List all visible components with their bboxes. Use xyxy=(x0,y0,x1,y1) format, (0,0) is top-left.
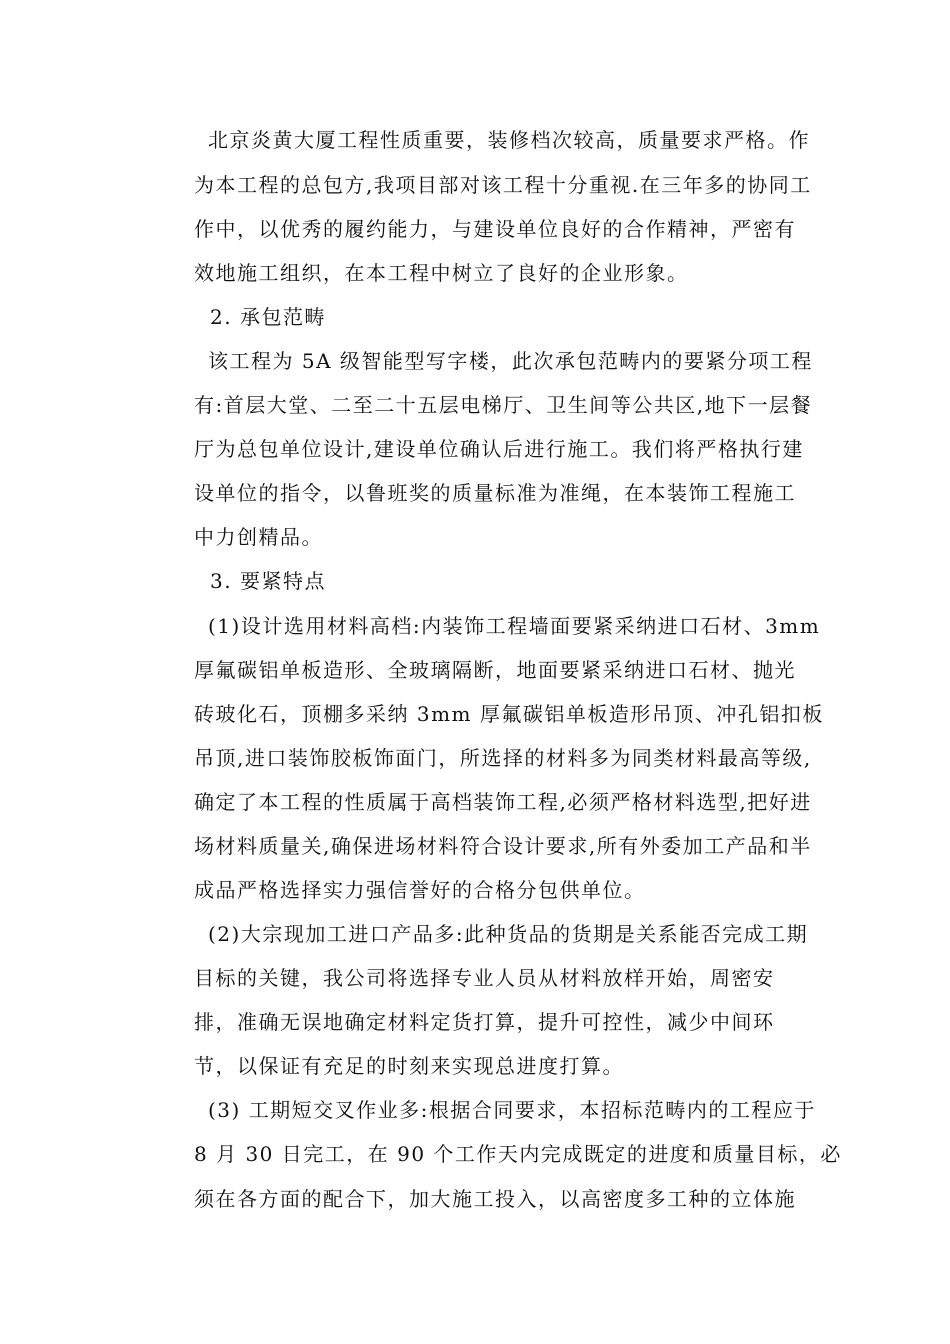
paragraph-line: 砖玻化石，顶棚多采纳 3mm 厚氟碳铝单板造形吊顶、冲孔铝扣板 xyxy=(194,702,824,726)
section-heading: 3. 要紧特点 xyxy=(210,569,326,593)
paragraph-line: 场材料质量关,确保进场材料符合设计要求,所有外委加工产品和半 xyxy=(194,834,812,858)
paragraph-line: 该工程为 5A 级智能型写字楼，此次承包范畴内的要紧分项工程 xyxy=(208,349,813,373)
paragraph-line: 8 月 30 日完工，在 90 个工作天内完成既定的进度和质量目标，必 xyxy=(194,1142,842,1166)
paragraph-line: (1)设计选用材料高档:内装饰工程墙面要紧采纳进口石材、3mm xyxy=(208,614,821,638)
paragraph-line: 目标的关键，我公司将选择专业人员从材料放样开始，周密安 xyxy=(194,966,775,990)
section-heading: 2. 承包范畴 xyxy=(210,305,326,329)
paragraph-line: 吊顶,进口装饰胶板饰面门，所选择的材料多为同类材料最高等级, xyxy=(194,746,812,770)
paragraph-line: 作中，以优秀的履约能力，与建设单位良好的合作精神，严密有 xyxy=(194,217,796,241)
paragraph-line: 须在各方面的配合下，加大施工投入，以高密度多工种的立体施 xyxy=(194,1187,796,1211)
paragraph-line: 成品严格选择实力强信誉好的合格分包供单位。 xyxy=(194,878,646,902)
paragraph-line: 效地施工组织，在本工程中树立了良好的企业形象。 xyxy=(194,261,689,285)
paragraph-line: 中力创精品。 xyxy=(194,525,323,549)
paragraph-line: (3) 工期短交叉作业多:根据合同要求，本招标范畴内的工程应于 xyxy=(208,1098,816,1122)
paragraph-line: (2)大宗现加工进口产品多:此种货品的货期是关系能否完成工期 xyxy=(208,922,809,946)
paragraph-line: 厚氟碳铝单板造形、全玻璃隔断，地面要紧采纳进口石材、抛光 xyxy=(194,658,796,682)
paragraph-line: 为本工程的总包方,我项目部对该工程十分重视.在三年多的协同工 xyxy=(194,173,812,197)
paragraph-line: 厅为总包单位设计,建设单位确认后进行施工。我们将严格执行建 xyxy=(194,437,804,461)
paragraph-line: 确定了本工程的性质属于高档装饰工程,必须严格材料选型,把好进 xyxy=(194,790,812,814)
paragraph-line: 设单位的指令，以鲁班奖的质量标准为准绳，在本装饰工程施工 xyxy=(194,481,796,505)
paragraph-line: 排，准确无误地确定材料定货打算，提升可控性，减少中间环 xyxy=(194,1010,775,1034)
paragraph-line: 节，以保证有充足的时刻来实现总进度打算。 xyxy=(194,1054,624,1078)
paragraph-line: 北京炎黄大厦工程性质重要，装修档次较高，质量要求严格。作 xyxy=(208,128,810,152)
paragraph-line: 有:首层大堂、二至二十五层电梯厅、卫生间等公共区,地下一层餐 xyxy=(194,393,813,417)
